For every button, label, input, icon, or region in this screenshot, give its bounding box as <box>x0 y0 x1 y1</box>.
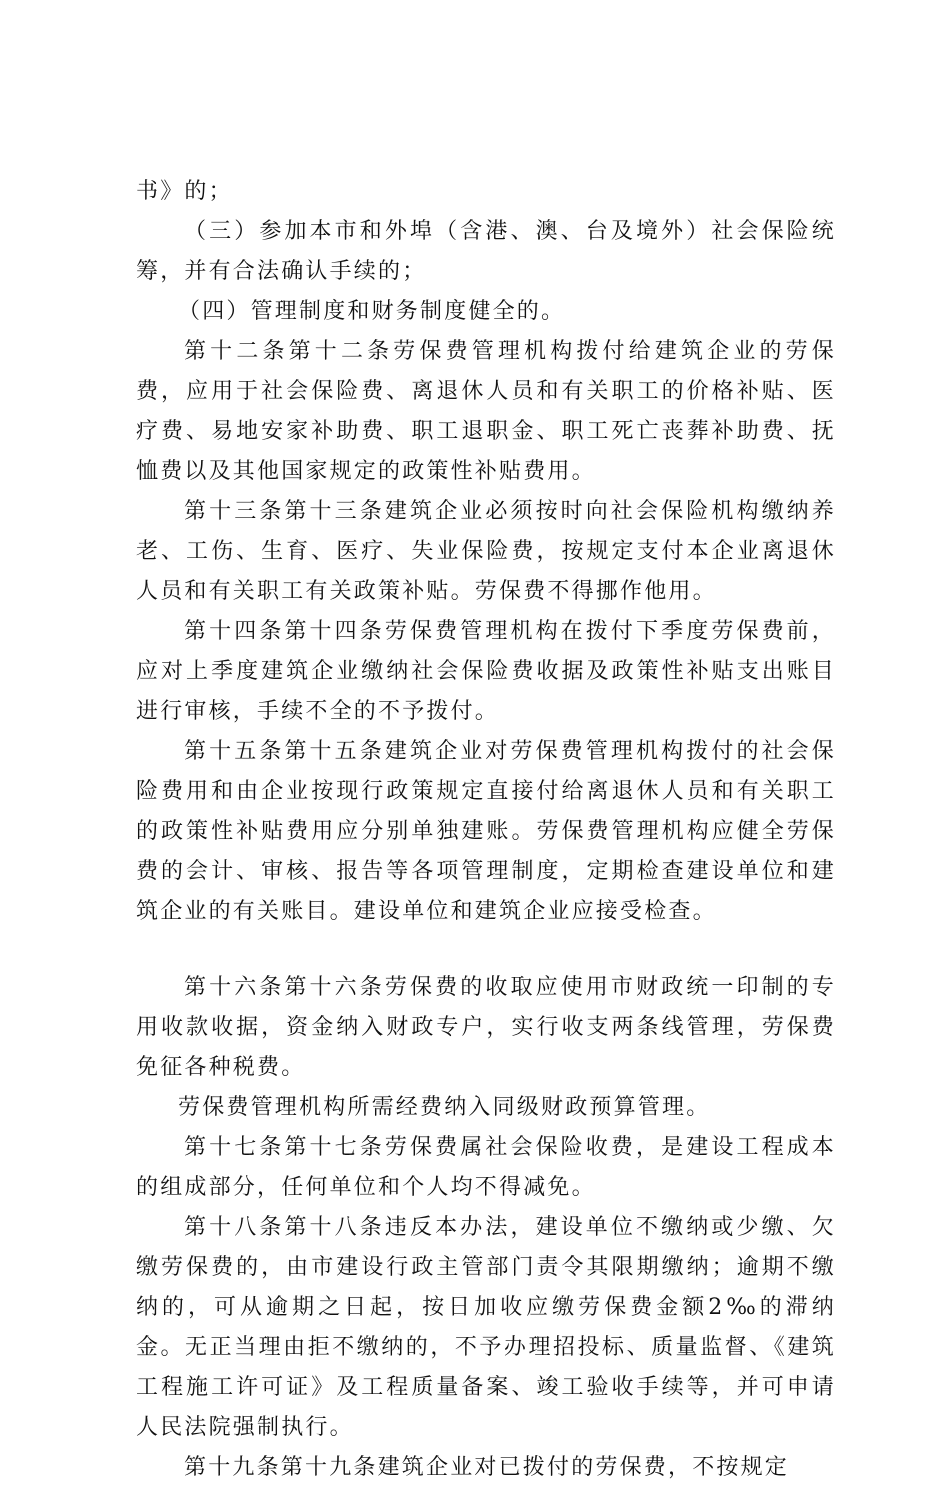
paragraph-article-14: 第十四条第十四条劳保费管理机构在拨付下季度劳保费前，应对上季度建筑企业缴纳社会保险费收据及政策性补贴支出账目进行审核，手续不全的不予拨付。 <box>136 619 836 724</box>
paragraph-item-3: （三）参加本市和外埠（含港、澳、台及境外）社会保险统筹，并有合法确认手续的； <box>136 219 836 284</box>
paragraph-article-13: 第十三条第十三条建筑企业必须按时向社会保险机构缴纳养老、工伤、生育、医疗、失业保险费，按规定支付本企业离退休人员和有关职工有关政策补贴。劳保费不得挪作他用。 <box>136 499 836 604</box>
paragraph-article-18: 第十八条第十八条违反本办法，建设单位不缴纳或少缴、欠缴劳保费的，由市建设行政主管部门责令其限期缴纳；逾期不缴纳的，可从逾期之日起，按日加收应缴劳保费金额2‰的滞纳金。无正当理由拒不缴纳的，不予办理招投标、质量监督、《建筑工程施工许可证》及工程质量备案、竣工验收手续等，并可申请人民法院强制执行。 <box>136 1215 836 1440</box>
paragraph-article-16: 第十六条第十六条劳保费的收取应使用市财政统一印制的专用收款收据，资金纳入财政专户，实行收支两条线管理，劳保费免征各种税费。 <box>136 975 836 1080</box>
paragraph-item-4: （四）管理制度和财务制度健全的。 <box>178 299 566 324</box>
paragraph-article-17: 第十七条第十七条劳保费属社会保险收费，是建设工程成本的组成部分，任何单位和个人均不得减免。 <box>136 1135 836 1200</box>
paragraph-article-16-funding: 劳保费管理机构所需经费纳入同级财政预算管理。 <box>178 1095 711 1120</box>
paragraph-article-19: 第十九条第十九条建筑企业对已拨付的劳保费，不按规定 <box>184 1455 790 1480</box>
document-body <box>136 172 836 1488</box>
paragraph-spacer <box>136 932 836 968</box>
paragraph-book-title-end: 书》的； <box>136 179 233 204</box>
paragraph-article-12: 第十二条第十二条劳保费管理机构拨付给建筑企业的劳保费，应用于社会保险费、离退休人员和有关职工的价格补贴、医疗费、易地安家补助费、职工退职金、职工死亡丧葬补助费、抚恤费以及其他国家规定的政策性补贴费用。 <box>136 339 836 484</box>
paragraph-article-15: 第十五条第十五条建筑企业对劳保费管理机构拨付的社会保险费用和由企业按现行政策规定直接付给离退休人员和有关职工的政策性补贴费用应分别单独建账。劳保费管理机构应健全劳保费的会计、审核、报告等各项管理制度，定期检查建设单位和建筑企业的有关账目。建设单位和建筑企业应接受检查。 <box>136 739 836 924</box>
